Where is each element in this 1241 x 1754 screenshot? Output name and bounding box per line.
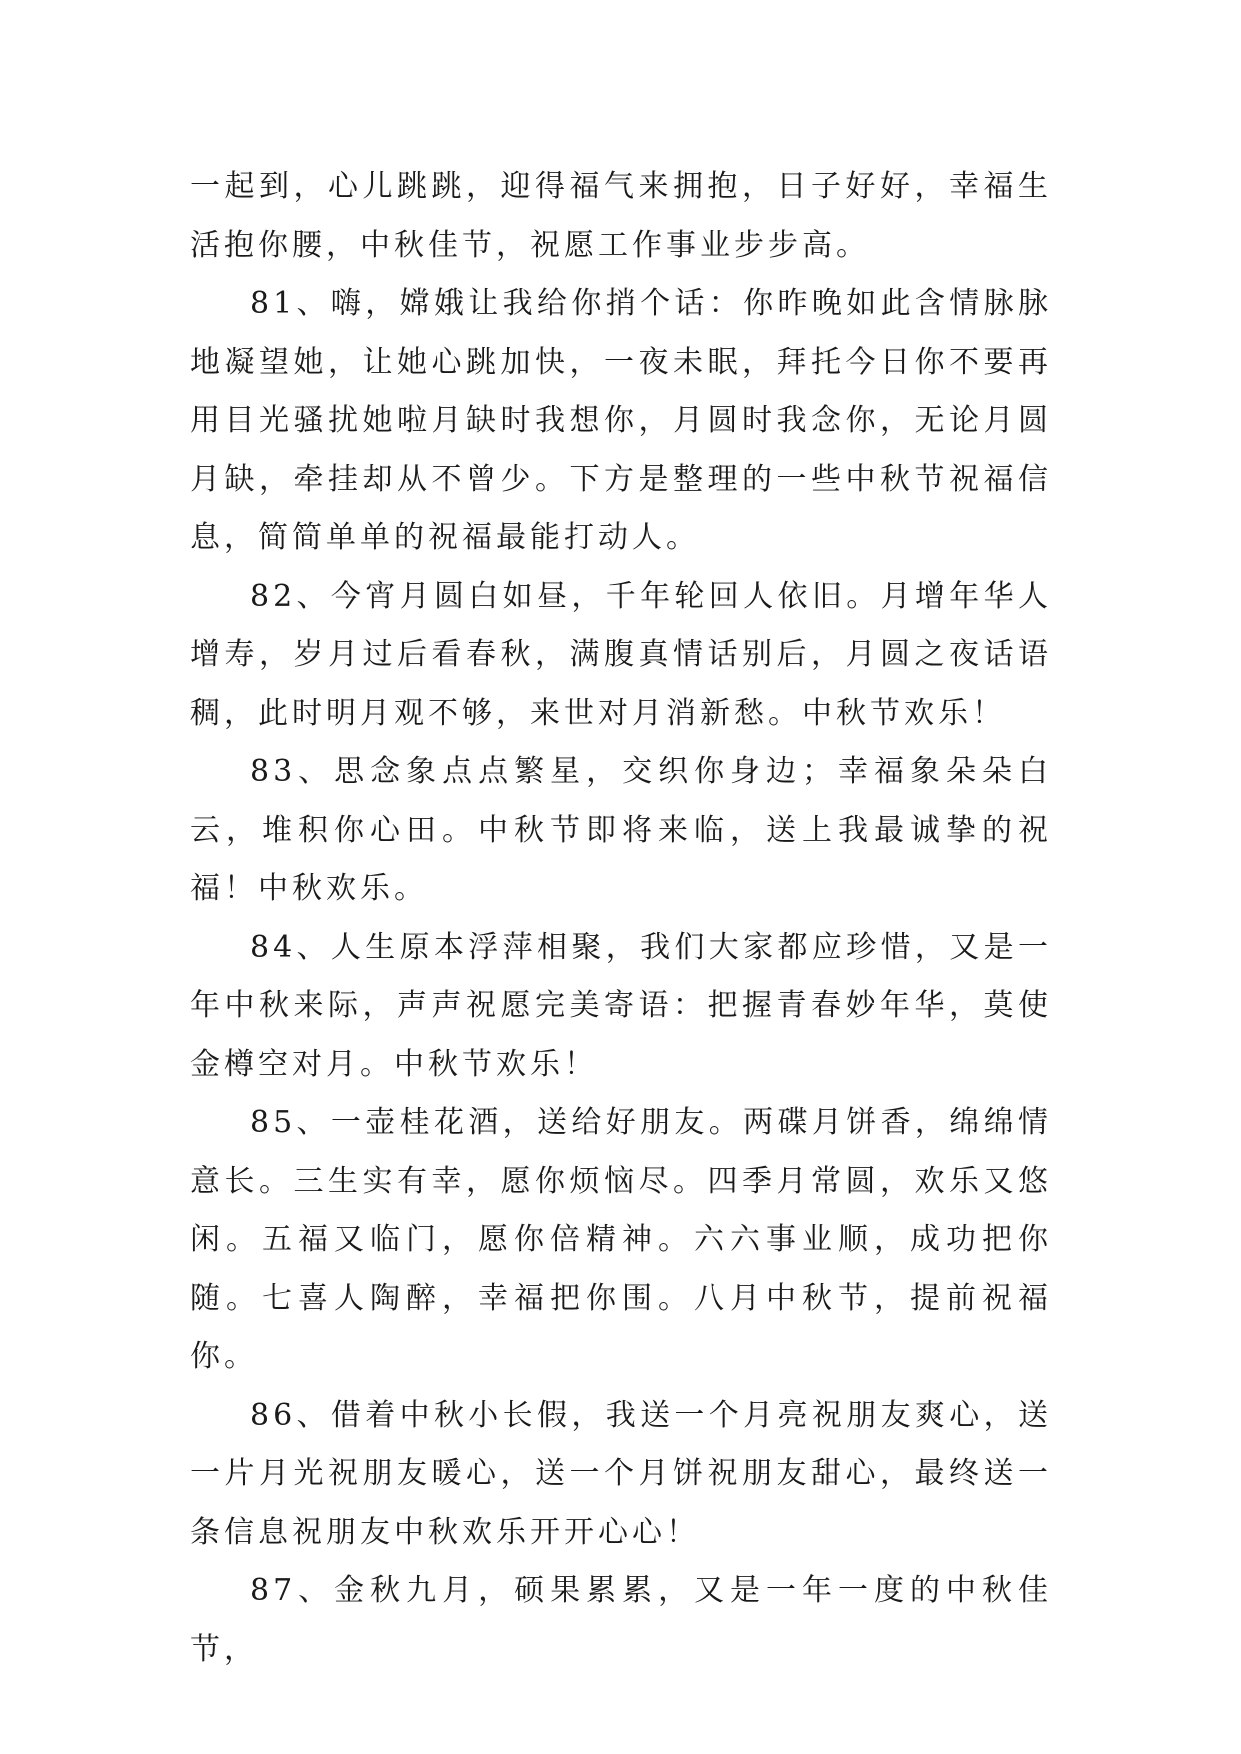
paragraph-81: 81、嗨，嫦娥让我给你捎个话：你昨晚如此含情脉脉地凝望她，让她心跳加快，一夜未眠，拜托今日你不要再用目光骚扰她啦月缺时我想你，月圆时我念你，无论月圆月缺，牵挂却从不曾少。下方是整理的一些中秋节祝福信息，简简单单的祝福最能打动人。 (190, 286, 1052, 555)
paragraph-84: 84、人生原本浮萍相聚，我们大家都应珍惜，又是一年中秋来际，声声祝愿完美寄语：把握青春妙年华，莫使金樽空对月。中秋节欢乐！ (190, 929, 1052, 1082)
document-body (190, 158, 1052, 1679)
paragraph-continuation: 一起到，心儿跳跳，迎得福气来拥抱，日子好好，幸福生活抱你腰，中秋佳节，祝愿工作事业步步高。 (190, 169, 1052, 263)
paragraph-85: 85、一壶桂花酒，送给好朋友。两碟月饼香，绵绵情意长。三生实有幸，愿你烦恼尽。四季月常圆，欢乐又悠闲。五福又临门，愿你倍精神。六六事业顺，成功把你随。七喜人陶醉，幸福把你围。八月中秋节，提前祝福你。 (190, 1105, 1052, 1374)
paragraph-86: 86、借着中秋小长假，我送一个月亮祝朋友爽心，送一片月光祝朋友暖心，送一个月饼祝朋友甜心，最终送一条信息祝朋友中秋欢乐开开心心！ (190, 1397, 1052, 1550)
paragraph-83: 83、思念象点点繁星，交织你身边；幸福象朵朵白云，堆积你心田。中秋节即将来临，送上我最诚挚的祝福！中秋欢乐。 (190, 754, 1052, 906)
paragraph-87: 87、金秋九月，硕果累累，又是一年一度的中秋佳节， (190, 1573, 1052, 1667)
paragraph-82: 82、今宵月圆白如昼，千年轮回人依旧。月增年华人增寿，岁月过后看春秋，满腹真情话别后，月圆之夜话语稠，此时明月观不够，来世对月消新愁。中秋节欢乐！ (190, 578, 1052, 731)
